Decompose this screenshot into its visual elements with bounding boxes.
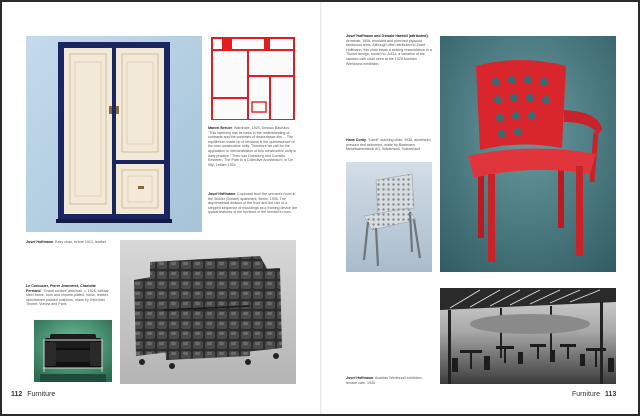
right-page-number: 113 [604, 391, 617, 398]
lc-caption-text: "Grand confort" armchair, c. 1928, tubular steel frame, horn and chrome-plated, horse, leather upholstered padded cushions, made by Gebrüder Thonet, Vienna and Paris [26, 288, 109, 307]
lc-caption-author: Le Corbusier, Pierre Jeanneret, Charlotte Perriand [26, 284, 96, 293]
book-gutter [320, 2, 322, 414]
cafe-caption-text: Austrian Werkbund exhibition, terrace cafe, 1930 [346, 376, 423, 385]
left-folio-label: Furniture [27, 391, 56, 398]
right-folio-label: Furniture [572, 391, 601, 398]
landi-chair-caption-author: Hans Coray [346, 138, 366, 142]
cafe-terrace-photo [440, 288, 616, 384]
leather-easy-chair-photo [120, 240, 296, 384]
easy-chair-caption-text: Easy chair, before 1913, leather [55, 240, 106, 244]
cupboard-caption-text: Cupboard from the servant's room in the Stoclet (Stoclet) apartment, Berlin, 1905. The asymmetrical division of the front and the use of a stepped sequence of mouldings as a framing device are typical features of the furniture in the servant's room. [208, 192, 298, 215]
lc-caption: Le Corbusier, Pierre Jeanneret, Charlotte Perriand: "Grand confort" armchair, c. 1928, tubular steel frame, horn and chrome-plated, horse, leather upholstered padded cushions, made by Gebrüder Thonet, Vienna and Paris [26, 284, 109, 307]
red-chair-caption-author: Josef Hoffmann and Oswald Haerdtl (attributed) [346, 34, 428, 38]
cafe-caption-author: Josef Hoffmann [346, 376, 374, 380]
wardrobe-caption-text: Wardrobe, 1925, Dessau Bauhaus. "This harmony has its basis in the understanding of contrasts and the contrasts of discordance sits ... The equilibrium made up of tensions is the quintessence of the new constructive unity. Therefore we call for the application or demonstration of this constructive unity in daily practice." Theo van Doesburg and Cornelis Eesteren, The Path to a Collective Architecture, in De Stijl, Leiden 1924. [208, 126, 297, 167]
wardrobe-photo [26, 36, 202, 232]
red-chair-caption: Josef Hoffmann and Oswald Haerdtl (attributed): Armchair, 1906, moulded and punched plywood, bentwood arms. Although often attributed to Josef Hoffmann, this chair bears a striking resemblance to a Thonet design, model no. A 811, a variation of the stacked cafe chair seen at the 1925 Austrian Werkbund exhibition. [346, 34, 432, 66]
wardrobe-caption: Marcel Breuer: Wardrobe, 1925, Dessau Bauhaus. "This harmony has its basis in the understanding of contrasts and the contrasts of discordance sits ... The equilibrium made up of tensions is the quintessence of the new constructive unity. Therefore we call for the application or demonstration of this constructive unity in daily practice." Theo van Doesburg and Cornelis Eesteren, The Path to a Collective Architecture, in De Stijl, Leiden 1924. [208, 126, 297, 167]
left-page-number: 112 [11, 391, 23, 398]
book-spread [2, 2, 638, 414]
red-chair-caption-text: Armchair, 1906, moulded and punched plywood, bentwood arms. Although often attributed to Josef Hoffmann, this chair bears a striking resemblance to a Thonet design, model no. A 811, a variation of the stacked cafe chair seen at the 1925 Austrian Werkbund exhibition. [346, 38, 432, 66]
easy-chair-caption: Josef Hoffmann: Easy chair, before 1913, leather [26, 240, 106, 244]
cupboard-caption: Josef Hoffmann: Cupboard from the servant's room in the Stoclet (Stoclet) apartment, Berlin, 1905. The asymmetrical division of the front and the use of a stepped sequence of mouldings as a framing device are typical features of the furniture in the servant's room. [208, 192, 298, 215]
landi-chair-photo [346, 162, 432, 272]
cafe-caption: Josef Hoffmann: Austrian Werkbund exhibition, terrace cafe, 1930 [346, 376, 423, 385]
landi-chair-caption: Hans Coray: "Landi" stacking chair, 1938, aluminium, pressed and deformed, made by Blattmann Metallwarenfabrik AG, Wädenswil, Switzerland [346, 138, 432, 152]
landi-chair-caption-text: "Landi" stacking chair, 1938, aluminium, pressed and deformed, made by Blattmann Metallwarenfabrik AG, Wädenswil, Switzerland [346, 138, 432, 152]
cupboard-caption-author: Josef Hoffmann [208, 192, 236, 196]
lc-armchair-photo [34, 320, 112, 382]
easy-chair-caption-author: Josef Hoffmann [26, 240, 54, 244]
cupboard-drawing [208, 36, 296, 120]
right-folio [572, 391, 619, 398]
red-armchair-photo [440, 36, 616, 272]
wardrobe-caption-author: Marcel Breuer [208, 126, 232, 130]
left-folio [8, 391, 55, 398]
